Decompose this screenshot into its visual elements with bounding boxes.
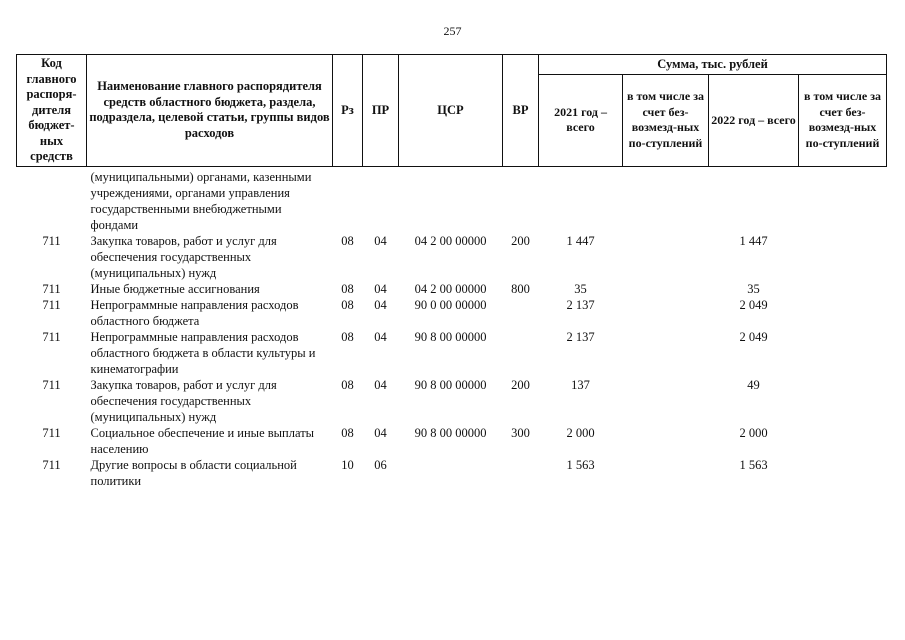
- table-row: [17, 281, 887, 297]
- row-free-2021: [623, 457, 709, 489]
- table-row: [17, 377, 887, 425]
- row-sum-2022: 2 049: [739, 329, 768, 344]
- row-vr: [503, 297, 539, 329]
- row-name: (муниципальными) органами, казенными учреждениями, органами управления государственными внебюджетными фондами: [90, 169, 312, 232]
- budget-table: [16, 54, 887, 489]
- row-sum-2022: 2 049: [739, 297, 768, 312]
- row-free-2021: [623, 169, 709, 233]
- row-rz: [333, 169, 363, 233]
- row-sum-2021: 2 000: [566, 425, 595, 440]
- header-rz: Рз: [333, 55, 363, 167]
- row-sum-2022: 49: [747, 377, 760, 392]
- row-pr: 04: [374, 425, 387, 440]
- row-sum-2021: 1 563: [566, 457, 595, 472]
- row-code: 711: [42, 425, 61, 440]
- row-sum-2022: 35: [747, 281, 760, 296]
- header-2021-free: в том числе за счет без-возмезд-ных по-ступлений: [623, 75, 709, 167]
- row-csr: 04 2 00 00000: [414, 233, 487, 248]
- row-csr: 90 8 00 00000: [414, 329, 487, 344]
- table-row: [17, 233, 887, 281]
- row-csr: 04 2 00 00000: [414, 281, 487, 296]
- row-vr: 200: [511, 377, 530, 392]
- row-rz: 08: [341, 297, 354, 312]
- header-name: Наименование главного распорядителя средств областного бюджета, раздела, подраздела, целевой статьи, группы видов расходов: [87, 55, 333, 167]
- row-sum-2022: 2 000: [739, 425, 768, 440]
- row-code: 711: [42, 297, 61, 312]
- row-code: 711: [42, 329, 61, 344]
- row-free-2021: [623, 425, 709, 457]
- row-free-2022: [799, 281, 887, 297]
- row-name: Иные бюджетные ассигнования: [90, 281, 260, 296]
- row-rz: 08: [341, 233, 354, 248]
- row-sum-2022: [709, 169, 799, 233]
- row-code: 711: [42, 281, 61, 296]
- row-csr: [399, 457, 503, 489]
- row-free-2022: [799, 233, 887, 281]
- row-name: Социальное обеспечение и иные выплаты населению: [90, 425, 315, 456]
- row-vr: 300: [511, 425, 530, 440]
- row-rz: 08: [341, 377, 354, 392]
- page-number: 257: [443, 24, 462, 38]
- row-free-2022: [799, 457, 887, 489]
- row-vr: [503, 329, 539, 377]
- table-row: [17, 425, 887, 457]
- row-sum-2021: [539, 169, 623, 233]
- row-sum-2021: 35: [574, 281, 587, 296]
- row-sum-2022: 1 447: [739, 233, 768, 248]
- row-pr: 04: [374, 297, 387, 312]
- row-rz: 08: [341, 281, 354, 296]
- row-free-2021: [623, 329, 709, 377]
- row-free-2021: [623, 281, 709, 297]
- row-free-2021: [623, 297, 709, 329]
- row-vr: 800: [511, 281, 530, 296]
- table-row: [17, 329, 887, 377]
- row-free-2022: [799, 329, 887, 377]
- table-row: [17, 169, 887, 233]
- row-csr: 90 8 00 00000: [414, 425, 487, 440]
- table-row: [17, 457, 887, 489]
- header-code: Код главного распоря-дителя бюджет-ных средств: [17, 55, 87, 167]
- row-name: Закупка товаров, работ и услуг для обеспечения государственных (муниципальных) нужд: [90, 233, 277, 280]
- header-csr: ЦСР: [399, 55, 503, 167]
- row-free-2022: [799, 297, 887, 329]
- row-name: Другие вопросы в области социальной политики: [90, 457, 297, 488]
- row-vr: [503, 169, 539, 233]
- row-name: Непрограммные направления расходов областного бюджета: [90, 297, 299, 328]
- row-free-2022: [799, 377, 887, 425]
- row-pr: 04: [374, 377, 387, 392]
- row-sum-2021: 2 137: [566, 297, 595, 312]
- row-pr: 04: [374, 233, 387, 248]
- header-2022-free: в том числе за счет без-возмезд-ных по-ступлений: [799, 75, 887, 167]
- row-name: Непрограммные направления расходов областного бюджета в области культуры и кинематографии: [90, 329, 316, 376]
- row-pr: 04: [374, 281, 387, 296]
- row-code: 711: [42, 377, 61, 392]
- row-free-2022: [799, 169, 887, 233]
- row-free-2021: [623, 377, 709, 425]
- row-name: Закупка товаров, работ и услуг для обеспечения государственных (муниципальных) нужд: [90, 377, 277, 424]
- row-csr: 90 0 00 00000: [414, 297, 487, 312]
- row-rz: 08: [341, 425, 354, 440]
- table-body: [17, 166, 887, 489]
- row-csr: [399, 169, 503, 233]
- header-sum: Сумма, тыс. рублей: [539, 55, 887, 75]
- row-rz: 10: [341, 457, 354, 472]
- row-sum-2021: 1 447: [566, 233, 595, 248]
- row-rz: 08: [341, 329, 354, 344]
- table-row: [17, 297, 887, 329]
- row-free-2022: [799, 425, 887, 457]
- header-2022-total: 2022 год – всего: [709, 75, 799, 167]
- row-pr: [363, 169, 399, 233]
- header-vr: ВР: [503, 55, 539, 167]
- row-vr: 200: [511, 233, 530, 248]
- row-code: [17, 169, 87, 233]
- row-pr: 04: [374, 329, 387, 344]
- row-code: 711: [42, 457, 61, 472]
- header-pr: ПР: [363, 55, 399, 167]
- row-sum-2021: 2 137: [566, 329, 595, 344]
- row-csr: 90 8 00 00000: [414, 377, 487, 392]
- row-sum-2022: 1 563: [739, 457, 768, 472]
- row-pr: 06: [374, 457, 387, 472]
- header-2021-total: 2021 год – всего: [539, 75, 623, 167]
- row-free-2021: [623, 233, 709, 281]
- row-vr: [503, 457, 539, 489]
- row-code: 711: [42, 233, 61, 248]
- row-sum-2021: 137: [571, 377, 590, 392]
